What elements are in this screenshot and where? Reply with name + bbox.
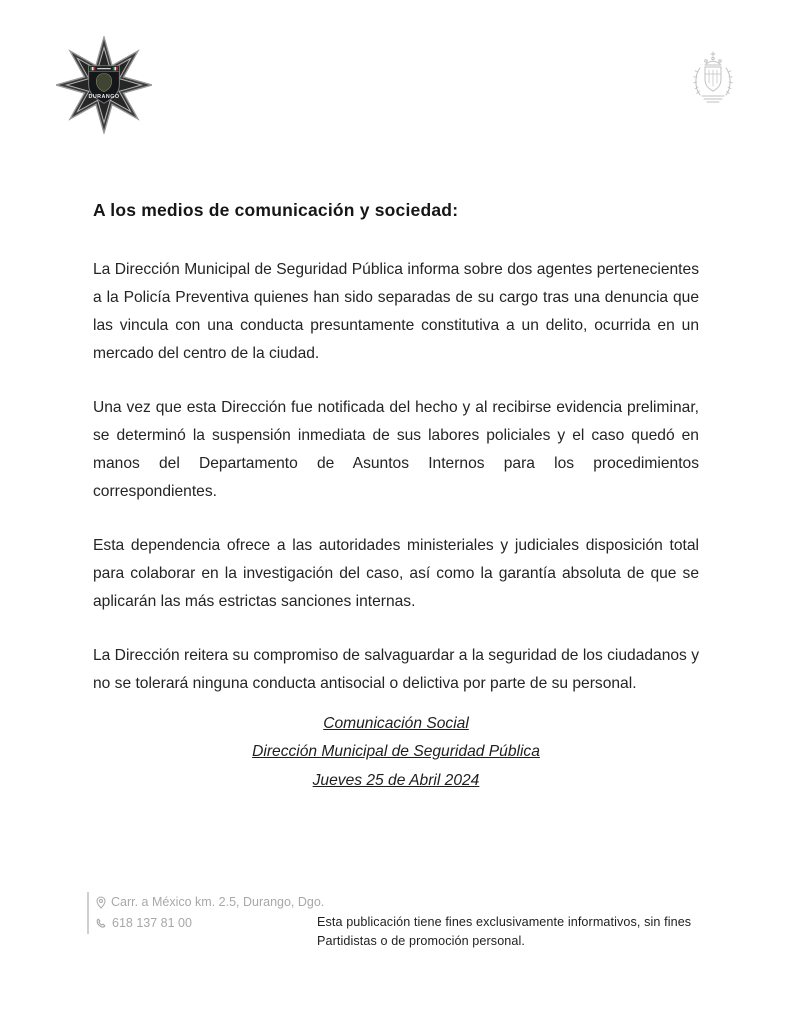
disclaimer-line-1: Esta publicación tiene fines exclusivamente informativos, sin fines <box>317 915 692 929</box>
signoff-date: Jueves 25 de Abril 2024 <box>312 771 480 789</box>
paragraph-2: Una vez que esta Dirección fue notificada del hecho y al recibirse evidencia preliminar, se determinó la suspensión inmediata de sus labores policiales y el caso quedó en manos del Departamento de Asuntos Internos para los procedimientos correspondientes. <box>93 399 699 500</box>
signoff-department: Comunicación Social <box>323 715 469 732</box>
footer-disclaimer <box>317 913 707 951</box>
disclaimer-line-2: Partidistas o de promoción personal. <box>317 934 526 948</box>
mexico-flag-left-icon <box>90 67 95 70</box>
badge-label: DURANGO <box>88 93 120 100</box>
footer-phone: 618 137 81 00 <box>112 916 192 930</box>
police-star-badge <box>56 36 152 134</box>
footer-phone-row <box>96 913 324 934</box>
city-crest-icon <box>686 50 740 106</box>
paragraph-3: Esta dependencia ofrece a las autoridades ministeriales y judiciales disposición total para colaborar en la investigación del caso, así como la garantía absoluta de que se aplicarán las más estrictas sanciones internas. <box>93 537 699 610</box>
police-star-badge-icon <box>56 36 152 134</box>
paragraph-1: La Dirección Municipal de Seguridad Pública informa sobre dos agentes pertenecientes a la Policía Preventiva quienes han sido separadas de su cargo tras una denuncia que las vincula con una conducta presuntamente constitutiva a un delito, ocurrida en un mercado del centro de la ciudad. <box>93 261 699 362</box>
salutation-heading: A los medios de comunicación y sociedad: <box>93 200 459 220</box>
mexico-flag-right-icon <box>113 67 118 70</box>
paragraph-4: La Dirección reitera su compromiso de salvaguardar a la seguridad de los ciudadanos y no se tolerará ninguna conducta antisocial o delictiva por parte de su personal. <box>93 647 699 692</box>
footer-address-row <box>96 892 324 913</box>
letter-body <box>93 256 699 698</box>
signoff-directorate: Dirección Municipal de Seguridad Pública <box>252 743 540 761</box>
signoff-block <box>93 710 699 795</box>
footer-contact-block <box>87 892 324 934</box>
phone-icon <box>96 918 107 929</box>
footer-address: Carr. a México km. 2.5, Durango, Dgo. <box>111 895 325 909</box>
city-crest <box>686 50 740 106</box>
location-pin-icon <box>96 896 106 909</box>
